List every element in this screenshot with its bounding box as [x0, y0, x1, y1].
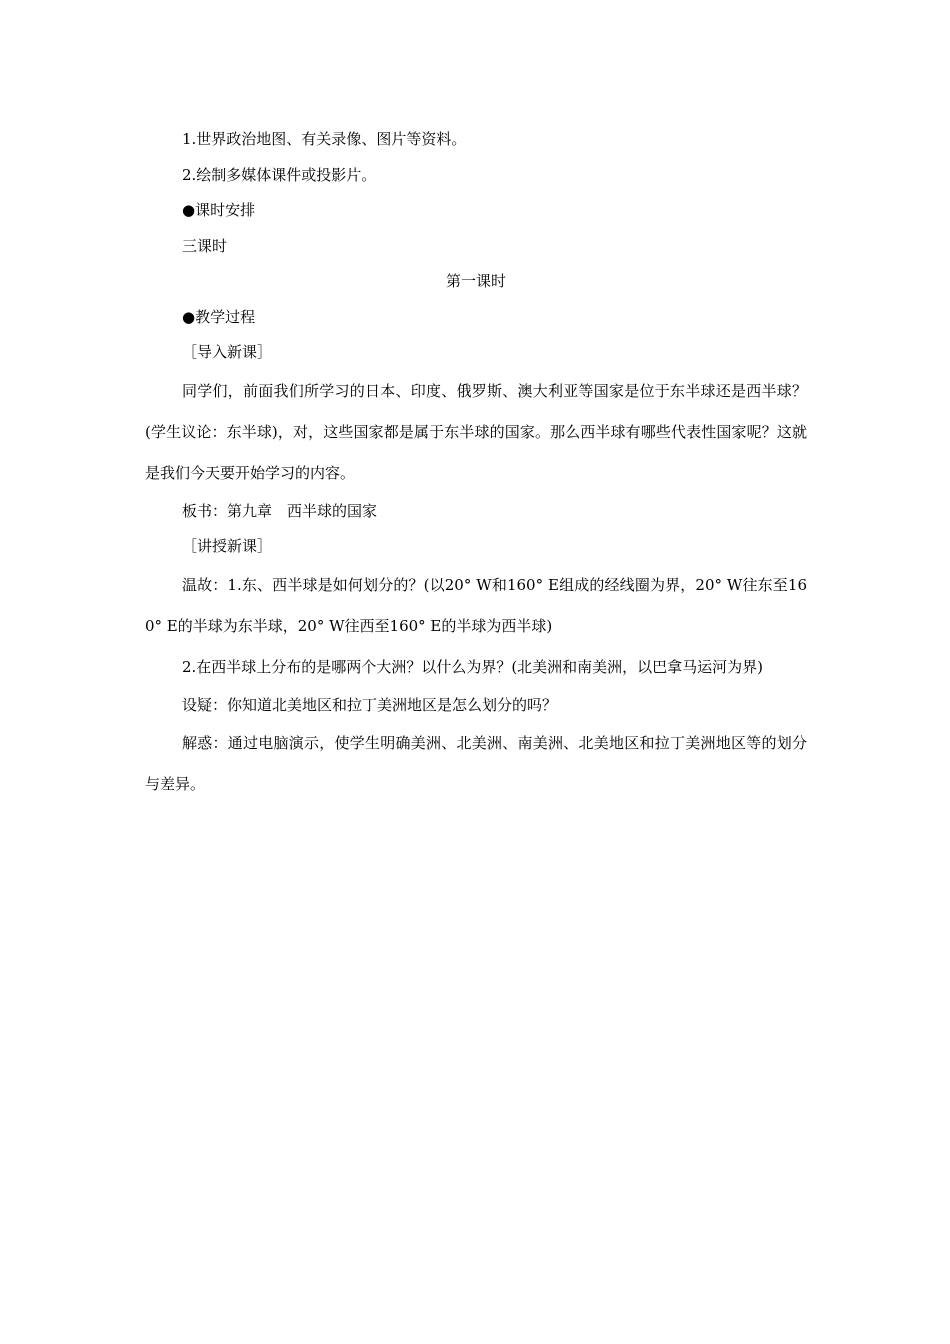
- question-paragraph: 设疑：你知道北美地区和拉丁美洲地区是怎么划分的吗？: [182, 695, 558, 714]
- review-paragraph-1: 温故：1.东、西半球是如何划分的？(以20° W和160° E组成的经线圈为界，20° W往东至160° E的半球为东半球，20° W往西至160° E的半球为西半球): [145, 575, 807, 635]
- subheading-new-lesson: ［讲授新课］: [182, 537, 273, 555]
- review-paragraph-2: 2.在西半球上分布的是哪两个大洲？以什么为界？(北美洲和南美洲，以巴拿马运河为界): [182, 657, 764, 676]
- board-note: 板书：第九章 西半球的国家: [182, 501, 378, 520]
- intro-paragraph: 同学们，前面我们所学习的日本、印度、俄罗斯、澳大利亚等国家是位于东半球还是西半球？(学生议论：东半球)，对，这些国家都是属于东半球的国家。那么西半球有哪些代表性国家呢？这就是我们今天要开始学习的内容。: [145, 381, 807, 482]
- material-item-1: 1.世界政治地图、有关录像、图片等资料。: [182, 130, 467, 148]
- schedule-text: 三课时: [182, 236, 228, 255]
- lesson-title: 第一课时: [445, 272, 506, 290]
- section-heading-schedule: ●课时安排: [182, 201, 256, 219]
- material-item-2: 2.绘制多媒体课件或投影片。: [182, 165, 377, 184]
- answer-paragraph: 解惑：通过电脑演示，使学生明确美洲、北美洲、南美洲、北美地区和拉丁美洲地区等的划分与差异。: [145, 734, 807, 793]
- section-heading-process: ●教学过程: [182, 307, 256, 326]
- subheading-intro: ［导入新课］: [182, 343, 273, 361]
- document-body: [145, 122, 807, 805]
